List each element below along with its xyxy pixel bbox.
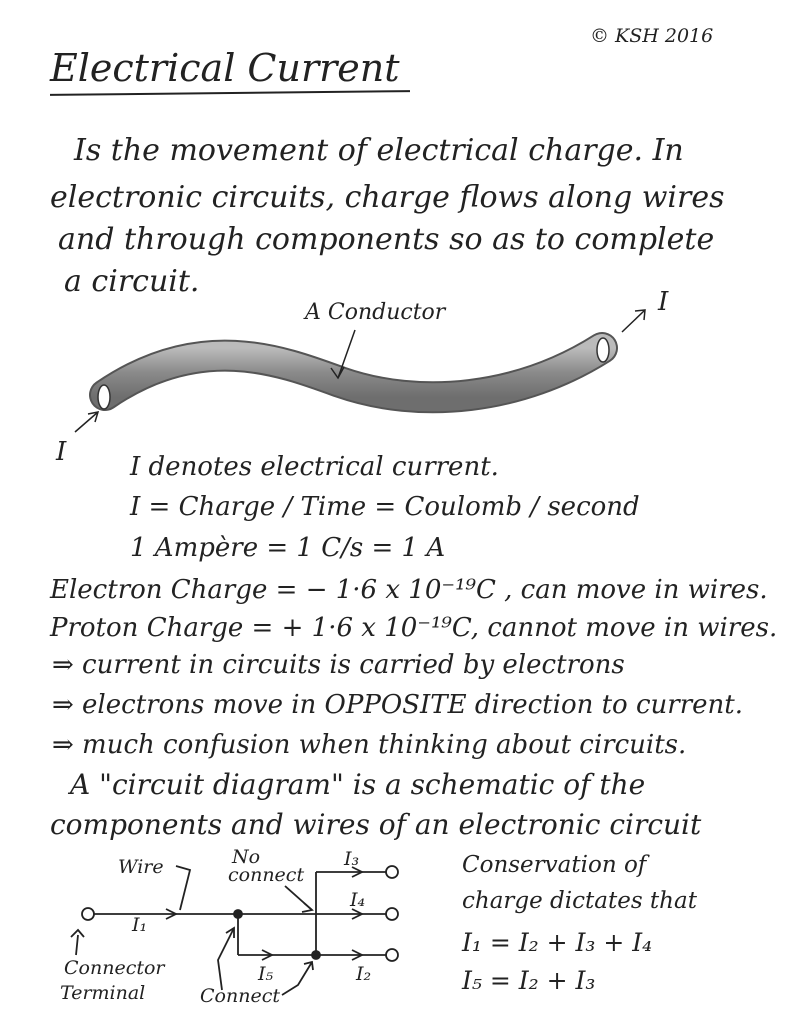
connector-label-1: Connector: [64, 957, 165, 979]
connector-label-2: Terminal: [60, 982, 146, 1004]
implication-1: ⇒ current in circuits is carried by electrons: [52, 650, 625, 680]
wire-label: Wire: [118, 856, 164, 878]
current-i5-label: I₅: [258, 963, 274, 985]
terminal-i2: [386, 949, 398, 961]
definition-line-4: Electron Charge = − 1·6 x 10⁻¹⁹C , can move in wires.: [50, 575, 768, 605]
conservation-line-2: charge dictates that: [462, 888, 697, 914]
circuit-intro-line-2: components and wires of an electronic circuit: [50, 808, 702, 841]
definition-line-2: I = Charge / Time = Coulomb / second: [130, 492, 640, 522]
intro-line-4: a circuit.: [64, 264, 200, 299]
terminal-i4: [386, 908, 398, 920]
intro-line-2: electronic circuits, charge flows along wires: [50, 180, 725, 215]
conservation-equation-2: I₅ = I₂ + I₃: [462, 966, 596, 995]
current-i1-label: I₁: [132, 914, 148, 936]
conductor-label: A Conductor: [305, 300, 446, 325]
current-in-label: I: [56, 437, 67, 467]
intro-line-1: Is the movement of electrical charge. In: [74, 133, 684, 168]
terminal-i3: [386, 866, 398, 878]
current-i4-label: I₄: [350, 889, 366, 911]
connect-label: Connect: [200, 985, 280, 1007]
current-out-arrow: [622, 310, 645, 332]
definition-line-3: 1 Ampère = 1 C/s = 1 A: [130, 533, 446, 563]
current-in-arrow: [75, 412, 98, 432]
junction-dot-2: [312, 951, 320, 959]
implication-3: ⇒ much confusion when thinking about circuits.: [52, 730, 687, 760]
junction-dot-1: [234, 910, 242, 918]
conservation-line-1: Conservation of: [462, 852, 647, 878]
circuit-intro-line-1: A "circuit diagram" is a schematic of the: [70, 768, 646, 801]
conservation-equation-1: I₁ = I₂ + I₃ + I₄: [462, 928, 653, 957]
conductor-end-right: [597, 338, 609, 362]
current-out-label: I: [658, 287, 669, 317]
implication-2: ⇒ electrons move in OPPOSITE direction to current.: [52, 690, 743, 720]
definition-line-5: Proton Charge = + 1·6 x 10⁻¹⁹C, cannot move in wires.: [50, 613, 778, 643]
conductor-end-left: [98, 385, 110, 409]
current-i3-label: I₃: [344, 848, 360, 870]
terminal-input: [82, 908, 94, 920]
copyright-note: © KSH 2016: [590, 25, 714, 47]
definition-line-1: I denotes electrical current.: [130, 452, 499, 482]
current-i2-label: I₂: [356, 963, 372, 985]
no-connect-label-2: connect: [228, 864, 305, 886]
page-title: Electrical Current: [50, 46, 400, 90]
no-connect-label-1: No: [232, 846, 261, 868]
intro-line-3: and through components so as to complete: [58, 222, 715, 257]
conductor-wire-shade: [105, 348, 602, 397]
